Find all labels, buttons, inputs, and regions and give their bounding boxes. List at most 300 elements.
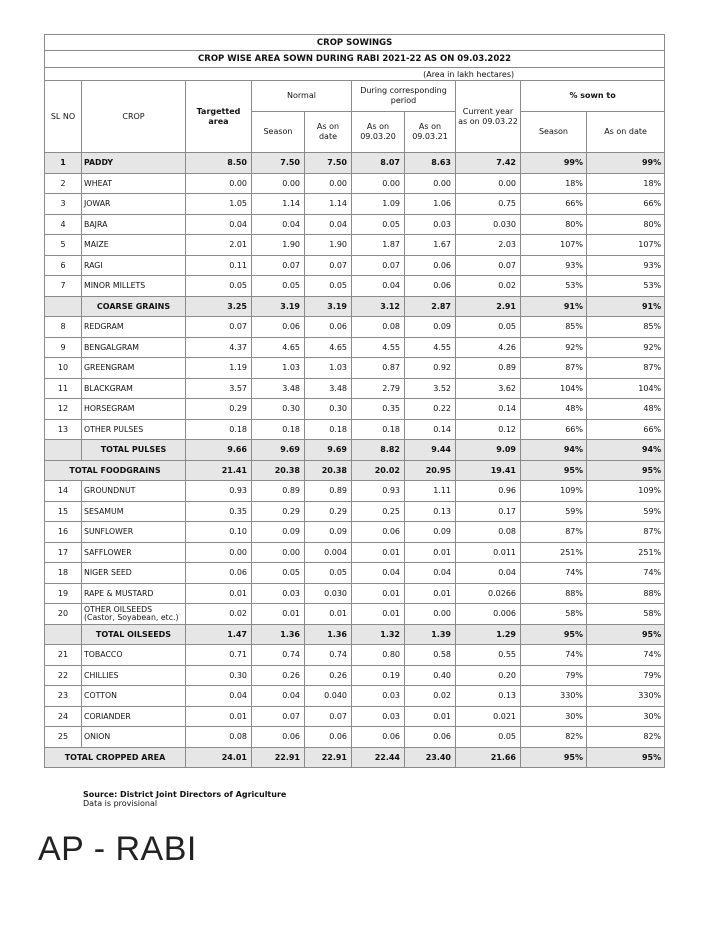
as-on-2021-cell: 0.04 [405,563,456,584]
current-year-cell: 3.62 [456,378,521,399]
sl-cell: 23 [45,686,82,707]
current-year-cell: 0.021 [456,706,521,727]
table-row [45,583,665,604]
normal-as-on-date-cell: 0.04 [305,214,352,235]
col-targetted-area: Targetted area [186,81,252,153]
as-on-2020-cell: 0.03 [352,686,405,707]
table-row [45,255,665,276]
as-on-2020-cell: 0.80 [352,645,405,666]
normal-season-cell: 0.09 [252,522,305,543]
normal-as-on-date-cell: 0.29 [305,501,352,522]
current-year-cell: 0.55 [456,645,521,666]
targetted-area-cell: 8.50 [186,153,252,174]
col-sl-no: SL NO [45,81,82,153]
pct-season-cell: 107% [521,235,587,256]
table-row [45,665,665,686]
table-row [45,686,665,707]
normal-season-cell: 1.14 [252,194,305,215]
as-on-2021-cell: 0.92 [405,358,456,379]
pct-as-on-date-cell: 92% [587,337,665,358]
col-pct-as-on-date: As on date [587,112,665,153]
targetted-area-cell: 0.71 [186,645,252,666]
normal-as-on-date-cell: 0.05 [305,276,352,297]
pct-as-on-date-cell: 66% [587,419,665,440]
targetted-area-cell: 0.00 [186,542,252,563]
pct-as-on-date-cell: 58% [587,604,665,625]
crop-cell: SUNFLOWER [82,522,186,543]
as-on-2020-cell: 0.35 [352,399,405,420]
normal-as-on-date-cell: 3.48 [305,378,352,399]
normal-season-cell: 1.90 [252,235,305,256]
targetted-area-cell: 0.02 [186,604,252,625]
pct-as-on-date-cell: 95% [587,747,665,768]
pct-season-cell: 87% [521,522,587,543]
normal-season-cell: 0.29 [252,501,305,522]
as-on-2021-cell: 1.67 [405,235,456,256]
targetted-area-cell: 0.93 [186,481,252,502]
normal-as-on-date-cell: 0.18 [305,419,352,440]
as-on-2020-cell: 0.04 [352,563,405,584]
crop-cell: RAPE & MUSTARD [82,583,186,604]
as-on-2020-cell: 8.07 [352,153,405,174]
sl-cell: 15 [45,501,82,522]
targetted-area-cell: 0.11 [186,255,252,276]
pct-as-on-date-cell: 82% [587,727,665,748]
table-row [45,419,665,440]
pct-as-on-date-cell: 85% [587,317,665,338]
col-during-period: During corresponding period [352,81,456,112]
as-on-2020-cell: 0.18 [352,419,405,440]
current-year-cell: 0.13 [456,686,521,707]
as-on-2021-cell: 0.03 [405,214,456,235]
crop-cell: SESAMUM [82,501,186,522]
current-year-cell: 0.04 [456,563,521,584]
col-pct-season: Season [521,112,587,153]
normal-as-on-date-cell: 4.65 [305,337,352,358]
table-subtitle: CROP WISE AREA SOWN DURING RABI 2021-22 AS ON 09.03.2022 [45,51,665,68]
pct-as-on-date-cell: 48% [587,399,665,420]
caption: AP - RABI [38,830,197,868]
targetted-area-cell: 0.01 [186,583,252,604]
targetted-area-cell: 0.30 [186,665,252,686]
as-on-2021-cell: 0.06 [405,276,456,297]
table-total-row [45,296,665,317]
normal-season-cell: 4.65 [252,337,305,358]
targetted-area-cell: 0.05 [186,276,252,297]
sl-cell: 2 [45,173,82,194]
table-row [45,194,665,215]
as-on-2021-cell: 0.00 [405,173,456,194]
crop-cell: OTHER OILSEEDS (Castor, Soyabean, etc.) [82,604,186,625]
normal-as-on-date-cell: 1.14 [305,194,352,215]
row-label: COARSE GRAINS [82,296,186,317]
pct-as-on-date-cell: 80% [587,214,665,235]
sl-cell: 8 [45,317,82,338]
pct-as-on-date-cell: 87% [587,358,665,379]
pct-season-cell: 95% [521,747,587,768]
normal-season-cell: 0.03 [252,583,305,604]
pct-season-cell: 80% [521,214,587,235]
pct-season-cell: 95% [521,624,587,645]
pct-season-cell: 79% [521,665,587,686]
pct-season-cell: 66% [521,419,587,440]
normal-season-cell: 3.19 [252,296,305,317]
pct-as-on-date-cell: 74% [587,645,665,666]
col-as-on-2021: As on 09.03.21 [405,112,456,153]
pct-season-cell: 330% [521,686,587,707]
normal-as-on-date-cell: 0.01 [305,604,352,625]
crop-sowings-table [44,34,665,768]
normal-as-on-date-cell: 0.07 [305,255,352,276]
as-on-2020-cell: 2.79 [352,378,405,399]
normal-as-on-date-cell: 0.004 [305,542,352,563]
as-on-2021-cell: 0.02 [405,686,456,707]
targetted-area-cell: 0.04 [186,686,252,707]
as-on-2020-cell: 1.32 [352,624,405,645]
table-row [45,727,665,748]
as-on-2020-cell: 0.01 [352,583,405,604]
sl-cell: 19 [45,583,82,604]
table-row [45,563,665,584]
normal-season-cell: 0.74 [252,645,305,666]
current-year-cell: 0.17 [456,501,521,522]
as-on-2020-cell: 8.82 [352,440,405,461]
crop-cell: PADDY [82,153,186,174]
targetted-area-cell: 1.47 [186,624,252,645]
crop-cell: CHILLIES [82,665,186,686]
as-on-2020-cell: 0.06 [352,727,405,748]
sl-cell: 6 [45,255,82,276]
current-year-cell: 0.89 [456,358,521,379]
normal-season-cell: 0.05 [252,563,305,584]
crop-cell: MINOR MILLETS [82,276,186,297]
pct-as-on-date-cell: 53% [587,276,665,297]
pct-as-on-date-cell: 94% [587,440,665,461]
current-year-cell: 0.006 [456,604,521,625]
crop-cell: OTHER PULSES [82,419,186,440]
normal-season-cell: 0.30 [252,399,305,420]
pct-season-cell: 93% [521,255,587,276]
provisional-note: Data is provisional [83,799,158,808]
as-on-2021-cell: 20.95 [405,460,456,481]
normal-season-cell: 20.38 [252,460,305,481]
crop-cell: RAGI [82,255,186,276]
current-year-cell: 0.011 [456,542,521,563]
as-on-2021-cell: 0.06 [405,727,456,748]
normal-season-cell: 0.04 [252,214,305,235]
sl-cell: 10 [45,358,82,379]
normal-as-on-date-cell: 0.030 [305,583,352,604]
sl-cell [45,296,82,317]
current-year-cell: 0.96 [456,481,521,502]
pct-as-on-date-cell: 93% [587,255,665,276]
table-row [45,378,665,399]
pct-season-cell: 74% [521,645,587,666]
pct-as-on-date-cell: 99% [587,153,665,174]
targetted-area-cell: 2.01 [186,235,252,256]
pct-as-on-date-cell: 59% [587,501,665,522]
table-total-row [45,460,665,481]
current-year-cell: 21.66 [456,747,521,768]
normal-as-on-date-cell: 1.36 [305,624,352,645]
targetted-area-cell: 1.05 [186,194,252,215]
current-year-cell: 0.030 [456,214,521,235]
current-year-cell: 9.09 [456,440,521,461]
as-on-2021-cell: 0.22 [405,399,456,420]
normal-season-cell: 0.07 [252,706,305,727]
normal-as-on-date-cell: 7.50 [305,153,352,174]
current-year-cell: 0.05 [456,317,521,338]
current-year-cell: 0.08 [456,522,521,543]
sl-cell: 18 [45,563,82,584]
pct-season-cell: 109% [521,481,587,502]
sl-cell: 11 [45,378,82,399]
normal-as-on-date-cell: 0.26 [305,665,352,686]
as-on-2021-cell: 0.09 [405,317,456,338]
as-on-2020-cell: 0.05 [352,214,405,235]
as-on-2020-cell: 0.04 [352,276,405,297]
targetted-area-cell: 0.08 [186,727,252,748]
as-on-2020-cell: 3.12 [352,296,405,317]
table-row [45,358,665,379]
as-on-2021-cell: 0.14 [405,419,456,440]
normal-season-cell: 0.07 [252,255,305,276]
normal-as-on-date-cell: 0.00 [305,173,352,194]
pct-as-on-date-cell: 66% [587,194,665,215]
pct-season-cell: 82% [521,727,587,748]
current-year-cell: 4.26 [456,337,521,358]
pct-season-cell: 66% [521,194,587,215]
sl-cell: 3 [45,194,82,215]
targetted-area-cell: 0.00 [186,173,252,194]
col-normal-as-on-date: As on date [305,112,352,153]
normal-season-cell: 0.00 [252,173,305,194]
sl-cell: 20 [45,604,82,625]
as-on-2021-cell: 1.39 [405,624,456,645]
table-row [45,317,665,338]
as-on-2020-cell: 0.19 [352,665,405,686]
targetted-area-cell: 0.18 [186,419,252,440]
as-on-2020-cell: 0.25 [352,501,405,522]
normal-season-cell: 0.18 [252,419,305,440]
crop-cell: SAFFLOWER [82,542,186,563]
normal-as-on-date-cell: 1.03 [305,358,352,379]
targetted-area-cell: 0.10 [186,522,252,543]
units-note: (Area in lakh hectares) [45,68,665,81]
source-note: Source: District Joint Directors of Agriculture [83,790,287,799]
pct-as-on-date-cell: 95% [587,460,665,481]
row-label: TOTAL FOODGRAINS [45,460,186,481]
pct-season-cell: 91% [521,296,587,317]
crop-cell: REDGRAM [82,317,186,338]
as-on-2021-cell: 2.87 [405,296,456,317]
normal-as-on-date-cell: 0.09 [305,522,352,543]
col-normal: Normal [252,81,352,112]
table-row [45,235,665,256]
sl-cell: 7 [45,276,82,297]
table-row [45,337,665,358]
sl-cell: 25 [45,727,82,748]
table-body [45,153,665,768]
current-year-cell: 0.00 [456,173,521,194]
normal-season-cell: 0.89 [252,481,305,502]
crop-cell: GROUNDNUT [82,481,186,502]
normal-as-on-date-cell: 22.91 [305,747,352,768]
as-on-2021-cell: 0.01 [405,583,456,604]
targetted-area-cell: 1.19 [186,358,252,379]
current-year-cell: 7.42 [456,153,521,174]
normal-season-cell: 7.50 [252,153,305,174]
row-label: TOTAL PULSES [82,440,186,461]
targetted-area-cell: 0.29 [186,399,252,420]
sl-cell: 16 [45,522,82,543]
normal-season-cell: 0.01 [252,604,305,625]
crop-cell: TOBACCO [82,645,186,666]
normal-season-cell: 0.04 [252,686,305,707]
table-total-row [45,747,665,768]
normal-season-cell: 0.06 [252,317,305,338]
normal-season-cell: 22.91 [252,747,305,768]
sl-cell: 17 [45,542,82,563]
pct-as-on-date-cell: 91% [587,296,665,317]
sl-cell [45,440,82,461]
targetted-area-cell: 3.57 [186,378,252,399]
sl-cell: 4 [45,214,82,235]
pct-as-on-date-cell: 107% [587,235,665,256]
pct-as-on-date-cell: 251% [587,542,665,563]
targetted-area-cell: 0.07 [186,317,252,338]
as-on-2021-cell: 0.13 [405,501,456,522]
pct-season-cell: 30% [521,706,587,727]
normal-as-on-date-cell: 0.06 [305,317,352,338]
sl-cell: 22 [45,665,82,686]
crop-cell: COTTON [82,686,186,707]
normal-as-on-date-cell: 1.90 [305,235,352,256]
pct-as-on-date-cell: 87% [587,522,665,543]
as-on-2021-cell: 0.00 [405,604,456,625]
targetted-area-cell: 3.25 [186,296,252,317]
table-total-row [45,624,665,645]
crop-sowings-sheet [44,34,664,768]
current-year-cell: 19.41 [456,460,521,481]
pct-season-cell: 58% [521,604,587,625]
pct-season-cell: 99% [521,153,587,174]
pct-season-cell: 251% [521,542,587,563]
as-on-2021-cell: 0.58 [405,645,456,666]
crop-cell: CORIANDER [82,706,186,727]
sl-cell: 13 [45,419,82,440]
table-row [45,604,665,625]
as-on-2021-cell: 3.52 [405,378,456,399]
table-row [45,481,665,502]
as-on-2020-cell: 22.44 [352,747,405,768]
crop-cell: JOWAR [82,194,186,215]
as-on-2021-cell: 0.01 [405,706,456,727]
current-year-cell: 1.29 [456,624,521,645]
pct-as-on-date-cell: 109% [587,481,665,502]
pct-as-on-date-cell: 88% [587,583,665,604]
normal-as-on-date-cell: 9.69 [305,440,352,461]
table-row [45,501,665,522]
normal-as-on-date-cell: 0.30 [305,399,352,420]
pct-season-cell: 74% [521,563,587,584]
normal-season-cell: 0.26 [252,665,305,686]
targetted-area-cell: 0.35 [186,501,252,522]
pct-as-on-date-cell: 74% [587,563,665,584]
normal-season-cell: 9.69 [252,440,305,461]
pct-season-cell: 85% [521,317,587,338]
current-year-cell: 0.14 [456,399,521,420]
as-on-2020-cell: 0.87 [352,358,405,379]
table-row [45,706,665,727]
normal-as-on-date-cell: 0.040 [305,686,352,707]
current-year-cell: 0.07 [456,255,521,276]
as-on-2020-cell: 1.09 [352,194,405,215]
col-pct-sown: % sown to [521,81,665,112]
pct-as-on-date-cell: 95% [587,624,665,645]
pct-season-cell: 18% [521,173,587,194]
current-year-cell: 2.03 [456,235,521,256]
normal-as-on-date-cell: 0.06 [305,727,352,748]
current-year-cell: 0.12 [456,419,521,440]
as-on-2021-cell: 0.09 [405,522,456,543]
normal-as-on-date-cell: 20.38 [305,460,352,481]
normal-as-on-date-cell: 3.19 [305,296,352,317]
as-on-2021-cell: 0.06 [405,255,456,276]
pct-as-on-date-cell: 79% [587,665,665,686]
targetted-area-cell: 0.04 [186,214,252,235]
pct-as-on-date-cell: 18% [587,173,665,194]
current-year-cell: 0.20 [456,665,521,686]
as-on-2021-cell: 0.40 [405,665,456,686]
normal-as-on-date-cell: 0.74 [305,645,352,666]
as-on-2021-cell: 0.01 [405,542,456,563]
crop-cell: HORSEGRAM [82,399,186,420]
as-on-2020-cell: 0.01 [352,542,405,563]
pct-season-cell: 87% [521,358,587,379]
normal-season-cell: 3.48 [252,378,305,399]
pct-season-cell: 53% [521,276,587,297]
crop-cell: ONION [82,727,186,748]
pct-season-cell: 104% [521,378,587,399]
col-normal-season: Season [252,112,305,153]
targetted-area-cell: 24.01 [186,747,252,768]
crop-cell: BENGALGRAM [82,337,186,358]
col-as-on-2020: As on 09.03.20 [352,112,405,153]
crop-cell: GREENGRAM [82,358,186,379]
as-on-2020-cell: 20.02 [352,460,405,481]
as-on-2020-cell: 0.93 [352,481,405,502]
sl-cell: 21 [45,645,82,666]
row-label: TOTAL CROPPED AREA [45,747,186,768]
col-crop: CROP [82,81,186,153]
table-row [45,153,665,174]
as-on-2020-cell: 4.55 [352,337,405,358]
crop-cell: WHEAT [82,173,186,194]
sl-cell: 24 [45,706,82,727]
normal-as-on-date-cell: 0.07 [305,706,352,727]
table-row [45,276,665,297]
as-on-2020-cell: 0.00 [352,173,405,194]
as-on-2021-cell: 4.55 [405,337,456,358]
sl-cell: 9 [45,337,82,358]
pct-as-on-date-cell: 330% [587,686,665,707]
pct-as-on-date-cell: 104% [587,378,665,399]
crop-cell: MAIZE [82,235,186,256]
normal-season-cell: 0.06 [252,727,305,748]
current-year-cell: 0.02 [456,276,521,297]
table-row [45,522,665,543]
